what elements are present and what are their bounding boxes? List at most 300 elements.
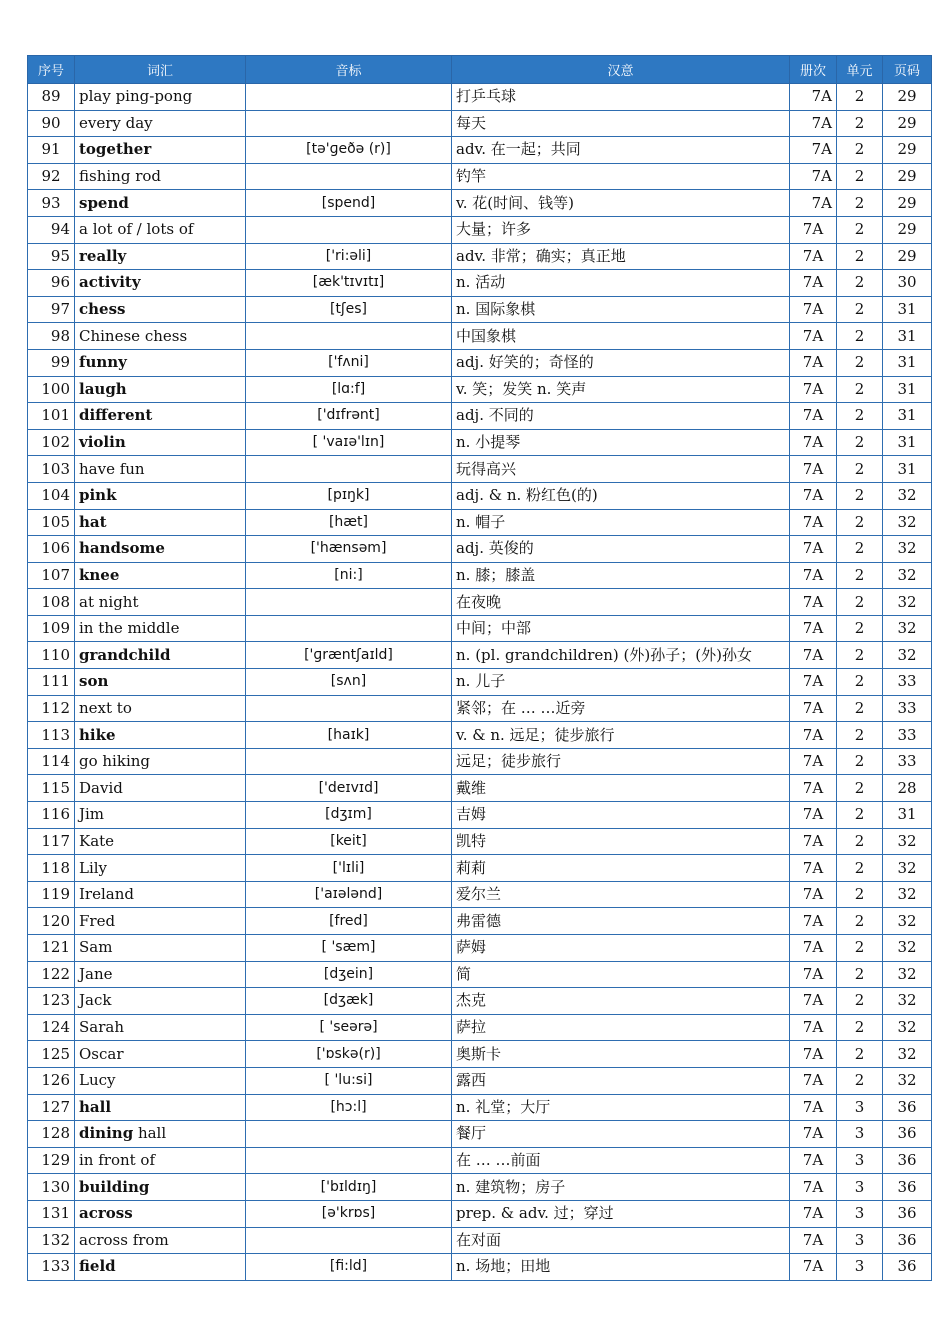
cell-index: 99 — [28, 349, 75, 376]
cell-book: 7A — [790, 216, 837, 243]
cell-page: 36 — [883, 1121, 932, 1148]
word-bold: field — [79, 1257, 116, 1276]
cell-unit: 3 — [837, 1174, 883, 1201]
word-plain: Lily — [79, 858, 108, 877]
cell-word — [75, 137, 246, 164]
cell-index: 117 — [28, 828, 75, 855]
cell-book: 7A — [790, 562, 837, 589]
cell-word — [75, 349, 246, 376]
cell-book: 7A — [790, 828, 837, 855]
cell-unit: 2 — [837, 429, 883, 456]
cell-page: 29 — [883, 243, 932, 270]
cell-book: 7A — [790, 1147, 837, 1174]
cell-word — [75, 615, 246, 642]
cell-page: 32 — [883, 482, 932, 509]
cell-meaning: 远足；徒步旅行 — [452, 748, 790, 775]
cell-phonetic: [hɔ:l] — [246, 1094, 452, 1121]
cell-page: 32 — [883, 589, 932, 616]
word-plain: Lucy — [79, 1071, 116, 1090]
word-bold: across — [79, 1204, 133, 1223]
word-plain: Jane — [79, 964, 113, 983]
word-plain: Sam — [79, 938, 113, 957]
cell-index: 107 — [28, 562, 75, 589]
cell-word — [75, 1254, 246, 1281]
word-plain: a lot of / lots of — [79, 220, 194, 239]
cell-book: 7A — [790, 456, 837, 483]
cell-index: 121 — [28, 935, 75, 962]
cell-word — [75, 1014, 246, 1041]
word-plain: every day — [79, 113, 153, 132]
cell-unit: 3 — [837, 1094, 883, 1121]
cell-book: 7A — [790, 1200, 837, 1227]
cell-phonetic: [ 'seərə] — [246, 1014, 452, 1041]
cell-index: 105 — [28, 509, 75, 536]
cell-meaning: 大量；许多 — [452, 216, 790, 243]
cell-word — [75, 296, 246, 323]
cell-unit: 2 — [837, 84, 883, 111]
cell-word — [75, 988, 246, 1015]
cell-index: 109 — [28, 615, 75, 642]
header-meaning: 汉意 — [452, 56, 790, 84]
cell-index: 97 — [28, 296, 75, 323]
cell-index: 113 — [28, 722, 75, 749]
word-plain: hall — [133, 1124, 167, 1143]
table-row — [28, 110, 932, 137]
cell-index: 132 — [28, 1227, 75, 1254]
cell-index: 106 — [28, 536, 75, 563]
cell-book: 7A — [790, 482, 837, 509]
cell-unit: 2 — [837, 589, 883, 616]
table-row — [28, 722, 932, 749]
cell-page: 32 — [883, 961, 932, 988]
cell-index: 128 — [28, 1121, 75, 1148]
cell-page: 29 — [883, 137, 932, 164]
word-plain: Kate — [79, 831, 115, 850]
table-row — [28, 961, 932, 988]
cell-unit: 2 — [837, 403, 883, 430]
cell-book: 7A — [790, 509, 837, 536]
vocabulary-table — [27, 55, 932, 1281]
cell-book: 7A — [790, 961, 837, 988]
cell-word — [75, 270, 246, 297]
word-plain: Ireland — [79, 885, 134, 904]
cell-book: 7A — [790, 695, 837, 722]
cell-phonetic — [246, 1147, 452, 1174]
cell-page: 32 — [883, 536, 932, 563]
cell-phonetic: [keit] — [246, 828, 452, 855]
cell-index: 122 — [28, 961, 75, 988]
cell-phonetic — [246, 456, 452, 483]
cell-meaning: 餐厅 — [452, 1121, 790, 1148]
cell-book: 7A — [790, 376, 837, 403]
cell-meaning: n. 膝；膝盖 — [452, 562, 790, 589]
cell-book: 7A — [790, 1094, 837, 1121]
cell-unit: 2 — [837, 615, 883, 642]
table-row — [28, 376, 932, 403]
table-row — [28, 482, 932, 509]
cell-word — [75, 163, 246, 190]
cell-phonetic: ['ɡræntʃaɪld] — [246, 642, 452, 669]
cell-phonetic — [246, 84, 452, 111]
table-row — [28, 1147, 932, 1174]
cell-word — [75, 1227, 246, 1254]
cell-meaning: v. 笑；发笑 n. 笑声 — [452, 376, 790, 403]
cell-word — [75, 243, 246, 270]
cell-meaning: 莉莉 — [452, 855, 790, 882]
table-row — [28, 1094, 932, 1121]
cell-unit: 2 — [837, 376, 883, 403]
word-plain: Oscar — [79, 1044, 124, 1063]
cell-index: 127 — [28, 1094, 75, 1121]
cell-word — [75, 1121, 246, 1148]
cell-page: 30 — [883, 270, 932, 297]
table-row — [28, 1174, 932, 1201]
word-plain: Fred — [79, 911, 116, 930]
cell-unit: 2 — [837, 802, 883, 829]
cell-index: 118 — [28, 855, 75, 882]
cell-phonetic — [246, 589, 452, 616]
cell-unit: 2 — [837, 296, 883, 323]
cell-unit: 2 — [837, 669, 883, 696]
cell-word — [75, 376, 246, 403]
cell-book: 7A — [790, 1067, 837, 1094]
word-bold: really — [79, 246, 127, 265]
cell-meaning: 杰克 — [452, 988, 790, 1015]
table-row — [28, 456, 932, 483]
cell-index: 102 — [28, 429, 75, 456]
cell-page: 33 — [883, 695, 932, 722]
cell-unit: 2 — [837, 216, 883, 243]
cell-page: 36 — [883, 1200, 932, 1227]
cell-phonetic: [dʒæk] — [246, 988, 452, 1015]
cell-word — [75, 722, 246, 749]
cell-unit: 2 — [837, 855, 883, 882]
cell-meaning: n. 建筑物；房子 — [452, 1174, 790, 1201]
cell-book: 7A — [790, 1254, 837, 1281]
table-row — [28, 589, 932, 616]
cell-phonetic: ['lɪli] — [246, 855, 452, 882]
table-row — [28, 1200, 932, 1227]
table-row — [28, 243, 932, 270]
cell-index: 104 — [28, 482, 75, 509]
word-plain: fishing rod — [79, 167, 161, 186]
cell-unit: 3 — [837, 1200, 883, 1227]
cell-phonetic: [ni:] — [246, 562, 452, 589]
cell-meaning: 凯特 — [452, 828, 790, 855]
cell-meaning: n. 活动 — [452, 270, 790, 297]
cell-phonetic: ['bɪldɪŋ] — [246, 1174, 452, 1201]
table-row — [28, 615, 932, 642]
header-word: 词汇 — [75, 56, 246, 84]
cell-unit: 2 — [837, 456, 883, 483]
cell-phonetic: ['aɪələnd] — [246, 881, 452, 908]
word-bold: hat — [79, 512, 107, 531]
cell-phonetic: [tʃes] — [246, 296, 452, 323]
cell-meaning: n. 国际象棋 — [452, 296, 790, 323]
table-row — [28, 988, 932, 1015]
cell-word — [75, 802, 246, 829]
cell-meaning: n. 礼堂；大厅 — [452, 1094, 790, 1121]
cell-page: 31 — [883, 403, 932, 430]
cell-book: 7A — [790, 908, 837, 935]
cell-book: 7A — [790, 137, 837, 164]
table-row — [28, 695, 932, 722]
header-unit: 单元 — [837, 56, 883, 84]
cell-word — [75, 110, 246, 137]
cell-phonetic: [ə'krɒs] — [246, 1200, 452, 1227]
cell-meaning: v. & n. 远足；徒步旅行 — [452, 722, 790, 749]
cell-unit: 2 — [837, 270, 883, 297]
cell-meaning: adv. 非常；确实；真正地 — [452, 243, 790, 270]
cell-meaning: 萨姆 — [452, 935, 790, 962]
cell-word — [75, 1041, 246, 1068]
cell-index: 91 — [28, 137, 75, 164]
word-plain: in the middle — [79, 619, 180, 638]
cell-word — [75, 482, 246, 509]
cell-book: 7A — [790, 589, 837, 616]
cell-book: 7A — [790, 881, 837, 908]
cell-phonetic — [246, 216, 452, 243]
cell-page: 36 — [883, 1227, 932, 1254]
table-row — [28, 536, 932, 563]
cell-index: 93 — [28, 190, 75, 217]
cell-word — [75, 536, 246, 563]
cell-meaning: 吉姆 — [452, 802, 790, 829]
word-plain: in front of — [79, 1151, 156, 1170]
cell-index: 101 — [28, 403, 75, 430]
cell-index: 103 — [28, 456, 75, 483]
cell-phonetic: [haɪk] — [246, 722, 452, 749]
table-row — [28, 1254, 932, 1281]
cell-meaning: 中间；中部 — [452, 615, 790, 642]
word-plain: Chinese chess — [79, 326, 188, 345]
cell-index: 111 — [28, 669, 75, 696]
cell-page: 31 — [883, 802, 932, 829]
cell-page: 36 — [883, 1147, 932, 1174]
cell-phonetic: [dʒɪm] — [246, 802, 452, 829]
cell-page: 29 — [883, 110, 932, 137]
table-row — [28, 1227, 932, 1254]
cell-page: 31 — [883, 429, 932, 456]
cell-page: 36 — [883, 1174, 932, 1201]
cell-word — [75, 509, 246, 536]
cell-page: 28 — [883, 775, 932, 802]
cell-meaning: n. 帽子 — [452, 509, 790, 536]
cell-word — [75, 1147, 246, 1174]
cell-word — [75, 403, 246, 430]
word-bold: hall — [79, 1097, 112, 1116]
cell-word — [75, 748, 246, 775]
cell-word — [75, 456, 246, 483]
cell-meaning: adj. 英俊的 — [452, 536, 790, 563]
cell-meaning: 萨拉 — [452, 1014, 790, 1041]
table-row — [28, 84, 932, 111]
cell-book: 7A — [790, 669, 837, 696]
cell-index: 108 — [28, 589, 75, 616]
cell-book: 7A — [790, 775, 837, 802]
table-row — [28, 908, 932, 935]
cell-page: 32 — [883, 1067, 932, 1094]
cell-index: 124 — [28, 1014, 75, 1041]
cell-index: 131 — [28, 1200, 75, 1227]
cell-phonetic: [ 'vaɪə'lɪn] — [246, 429, 452, 456]
cell-phonetic: [pɪŋk] — [246, 482, 452, 509]
table-row — [28, 509, 932, 536]
cell-word — [75, 1200, 246, 1227]
header-index: 序号 — [28, 56, 75, 84]
cell-word — [75, 881, 246, 908]
table-row — [28, 562, 932, 589]
table-row — [28, 748, 932, 775]
cell-page: 32 — [883, 988, 932, 1015]
cell-phonetic: ['dɪfrənt] — [246, 403, 452, 430]
word-bold: different — [79, 406, 153, 425]
cell-index: 92 — [28, 163, 75, 190]
word-plain: across from — [79, 1230, 169, 1249]
cell-word — [75, 695, 246, 722]
cell-index: 119 — [28, 881, 75, 908]
table-row — [28, 137, 932, 164]
cell-book: 7A — [790, 110, 837, 137]
cell-meaning: 露西 — [452, 1067, 790, 1094]
cell-unit: 2 — [837, 828, 883, 855]
cell-unit: 2 — [837, 881, 883, 908]
cell-phonetic — [246, 695, 452, 722]
cell-page: 31 — [883, 349, 932, 376]
cell-unit: 2 — [837, 243, 883, 270]
cell-book: 7A — [790, 403, 837, 430]
cell-page: 32 — [883, 1041, 932, 1068]
cell-phonetic: [hæt] — [246, 509, 452, 536]
cell-index: 89 — [28, 84, 75, 111]
cell-word — [75, 669, 246, 696]
word-plain: have fun — [79, 459, 145, 478]
cell-word — [75, 589, 246, 616]
cell-unit: 2 — [837, 935, 883, 962]
cell-book: 7A — [790, 163, 837, 190]
cell-meaning: adj. 不同的 — [452, 403, 790, 430]
cell-index: 129 — [28, 1147, 75, 1174]
cell-page: 29 — [883, 190, 932, 217]
cell-phonetic: ['fʌni] — [246, 349, 452, 376]
cell-phonetic: [fi:ld] — [246, 1254, 452, 1281]
word-plain: at night — [79, 592, 139, 611]
cell-index: 126 — [28, 1067, 75, 1094]
cell-book: 7A — [790, 429, 837, 456]
header-phonetic: 音标 — [246, 56, 452, 84]
cell-unit: 2 — [837, 509, 883, 536]
cell-book: 7A — [790, 988, 837, 1015]
cell-book: 7A — [790, 935, 837, 962]
cell-phonetic: ['deɪvɪd] — [246, 775, 452, 802]
cell-meaning: 玩得高兴 — [452, 456, 790, 483]
word-bold: hike — [79, 725, 116, 744]
cell-phonetic — [246, 1121, 452, 1148]
cell-meaning: 紧邻；在 … …近旁 — [452, 695, 790, 722]
word-bold: violin — [79, 433, 126, 452]
cell-book: 7A — [790, 190, 837, 217]
table-row — [28, 642, 932, 669]
table-row — [28, 802, 932, 829]
cell-page: 33 — [883, 722, 932, 749]
cell-phonetic: [ 'lu:si] — [246, 1067, 452, 1094]
cell-book: 7A — [790, 243, 837, 270]
table-row — [28, 1067, 932, 1094]
cell-unit: 2 — [837, 349, 883, 376]
table-row — [28, 349, 932, 376]
cell-page: 33 — [883, 669, 932, 696]
cell-phonetic: [sʌn] — [246, 669, 452, 696]
cell-word — [75, 828, 246, 855]
cell-index: 114 — [28, 748, 75, 775]
cell-unit: 2 — [837, 1041, 883, 1068]
cell-unit: 2 — [837, 323, 883, 350]
cell-unit: 2 — [837, 190, 883, 217]
cell-word — [75, 855, 246, 882]
cell-meaning: n. (pl. grandchildren) (外)孙子；(外)孙女 — [452, 642, 790, 669]
word-plain: Jim — [79, 805, 105, 824]
cell-word — [75, 935, 246, 962]
cell-phonetic: ['ɒskə(r)] — [246, 1041, 452, 1068]
cell-index: 133 — [28, 1254, 75, 1281]
cell-page: 31 — [883, 323, 932, 350]
cell-book: 7A — [790, 855, 837, 882]
cell-word — [75, 216, 246, 243]
cell-word — [75, 1174, 246, 1201]
word-bold: handsome — [79, 539, 165, 558]
cell-unit: 3 — [837, 1227, 883, 1254]
cell-phonetic: [dʒein] — [246, 961, 452, 988]
table-row — [28, 855, 932, 882]
cell-page: 29 — [883, 216, 932, 243]
cell-page: 32 — [883, 881, 932, 908]
cell-book: 7A — [790, 349, 837, 376]
cell-page: 32 — [883, 615, 932, 642]
cell-meaning: adj. 好笑的；奇怪的 — [452, 349, 790, 376]
cell-page: 32 — [883, 562, 932, 589]
cell-page: 29 — [883, 84, 932, 111]
cell-book: 7A — [790, 1227, 837, 1254]
table-row — [28, 935, 932, 962]
cell-meaning: adv. 在一起；共同 — [452, 137, 790, 164]
cell-word — [75, 1067, 246, 1094]
word-bold: chess — [79, 300, 126, 319]
cell-page: 31 — [883, 456, 932, 483]
word-bold: laugh — [79, 379, 127, 398]
cell-index: 116 — [28, 802, 75, 829]
cell-book: 7A — [790, 296, 837, 323]
word-bold: pink — [79, 486, 117, 505]
cell-book: 7A — [790, 1174, 837, 1201]
cell-unit: 2 — [837, 1067, 883, 1094]
word-bold: spend — [79, 193, 129, 212]
table-row — [28, 323, 932, 350]
cell-meaning: n. 场地；田地 — [452, 1254, 790, 1281]
cell-word — [75, 642, 246, 669]
word-bold: funny — [79, 353, 127, 372]
cell-word — [75, 775, 246, 802]
cell-unit: 2 — [837, 988, 883, 1015]
cell-book: 7A — [790, 1121, 837, 1148]
word-bold: grandchild — [79, 645, 171, 664]
cell-page: 29 — [883, 163, 932, 190]
cell-meaning: adj. & n. 粉红色(的) — [452, 482, 790, 509]
cell-index: 130 — [28, 1174, 75, 1201]
cell-unit: 2 — [837, 695, 883, 722]
cell-phonetic: [fred] — [246, 908, 452, 935]
cell-meaning: 奥斯卡 — [452, 1041, 790, 1068]
cell-unit: 2 — [837, 775, 883, 802]
